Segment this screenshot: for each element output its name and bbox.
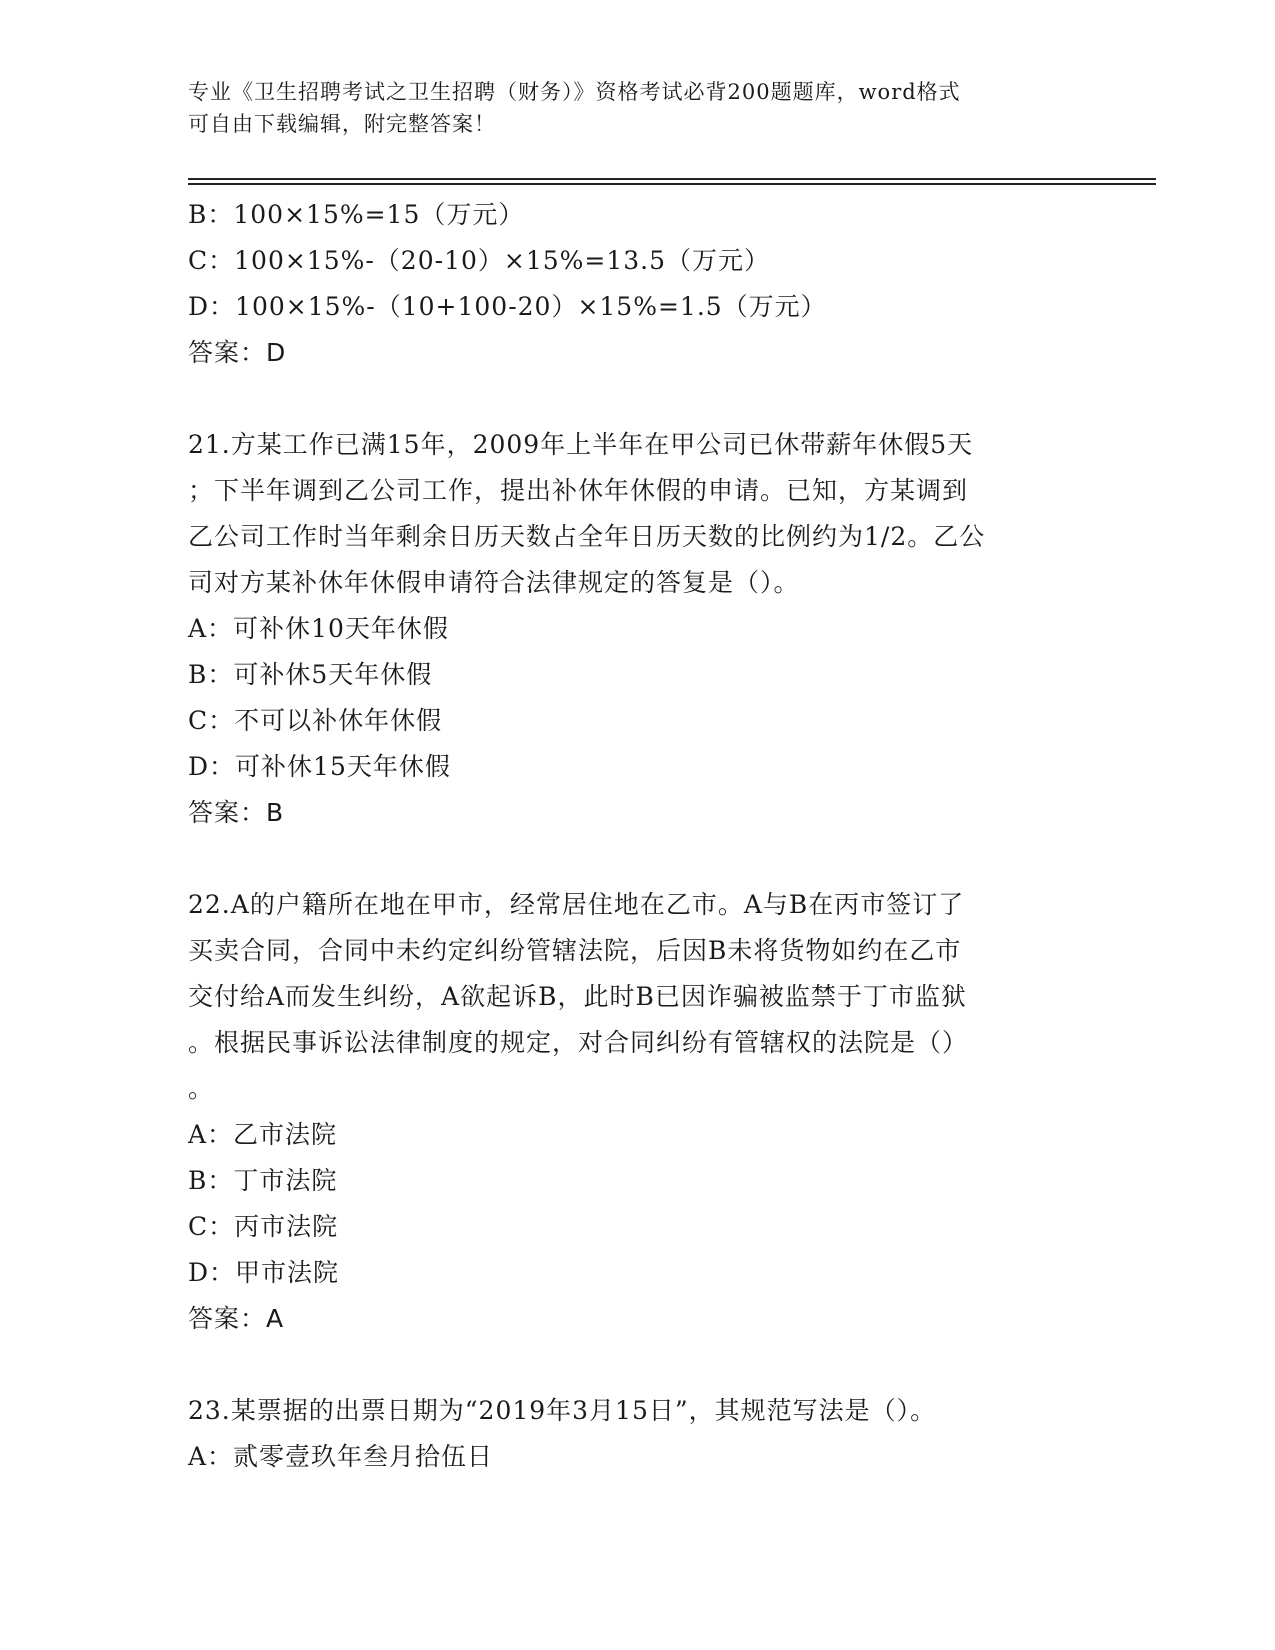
option-a: A：乙市法院	[188, 1120, 338, 1149]
header-title-line-2: 可自由下载编辑，附完整答案！	[188, 112, 496, 136]
stem-line: 22.A的户籍所在地在甲市，经常居住地在乙市。A与B在丙市签订了	[188, 890, 965, 919]
header-title-line-1: 专业《卫生招聘考试之卫生招聘（财务）》资格考试必背200题题库，word格式	[188, 80, 961, 104]
option-c: C：不可以补休年休假	[188, 706, 443, 735]
stem-line: 司对方某补休年休假申请符合法律规定的答复是（）。	[188, 568, 800, 597]
question-21-stem	[188, 422, 1088, 606]
option-b: B：丁市法院	[188, 1166, 338, 1195]
question-23-stem	[188, 1388, 1088, 1434]
question-22-options	[188, 1112, 1088, 1296]
spacer	[188, 836, 1088, 882]
question-23-options	[188, 1434, 1088, 1480]
prev-question-options	[188, 192, 1088, 330]
stem-line: 。	[188, 1074, 215, 1103]
option-b: B：可补休5天年休假	[188, 660, 433, 689]
stem-line: 23.某票据的出票日期为“2019年3月15日”，其规范写法是（）。	[188, 1396, 937, 1425]
stem-line: 21.方某工作已满15年，2009年上半年在甲公司已休带薪年休假5天	[188, 430, 974, 459]
document-header	[188, 76, 1088, 140]
stem-line: 交付给A而发生纠纷，A欲起诉B，此时B已因诈骗被监禁于丁市监狱	[188, 982, 967, 1011]
question-21-answer: 答案：B	[188, 798, 285, 827]
question-22-answer: 答案：A	[188, 1304, 285, 1333]
question-content	[188, 192, 1088, 1480]
option-c: C：100×15%-（20-10）×15%=13.5（万元）	[188, 246, 771, 275]
option-d: D：可补休15天年休假	[188, 752, 451, 781]
stem-line: ；下半年调到乙公司工作，提出补休年休假的申请。已知，方某调到	[188, 476, 969, 505]
stem-line: 。根据民事诉讼法律制度的规定，对合同纠纷有管辖权的法院是（）	[188, 1028, 969, 1057]
option-d: D：甲市法院	[188, 1258, 340, 1287]
option-a: A：可补休10天年休假	[188, 614, 449, 643]
option-c: C：丙市法院	[188, 1212, 339, 1241]
stem-line: 买卖合同，合同中未约定纠纷管辖法院，后因B未将货物如约在乙市	[188, 936, 962, 965]
option-a: A：贰零壹玖年叁月拾伍日	[188, 1442, 494, 1471]
header-rule-bottom	[188, 183, 1156, 185]
question-21-options	[188, 606, 1088, 790]
header-rule-top	[188, 178, 1156, 180]
option-b: B：100×15%=15（万元）	[188, 200, 525, 229]
spacer	[188, 1342, 1088, 1388]
stem-line: 乙公司工作时当年剩余日历天数占全年日历天数的比例约为1/2。乙公	[188, 522, 986, 551]
spacer	[188, 376, 1088, 422]
prev-question-answer: 答案：D	[188, 338, 287, 367]
option-d: D：100×15%-（10+100-20）×15%=1.5（万元）	[188, 292, 827, 321]
question-22-stem	[188, 882, 1088, 1112]
